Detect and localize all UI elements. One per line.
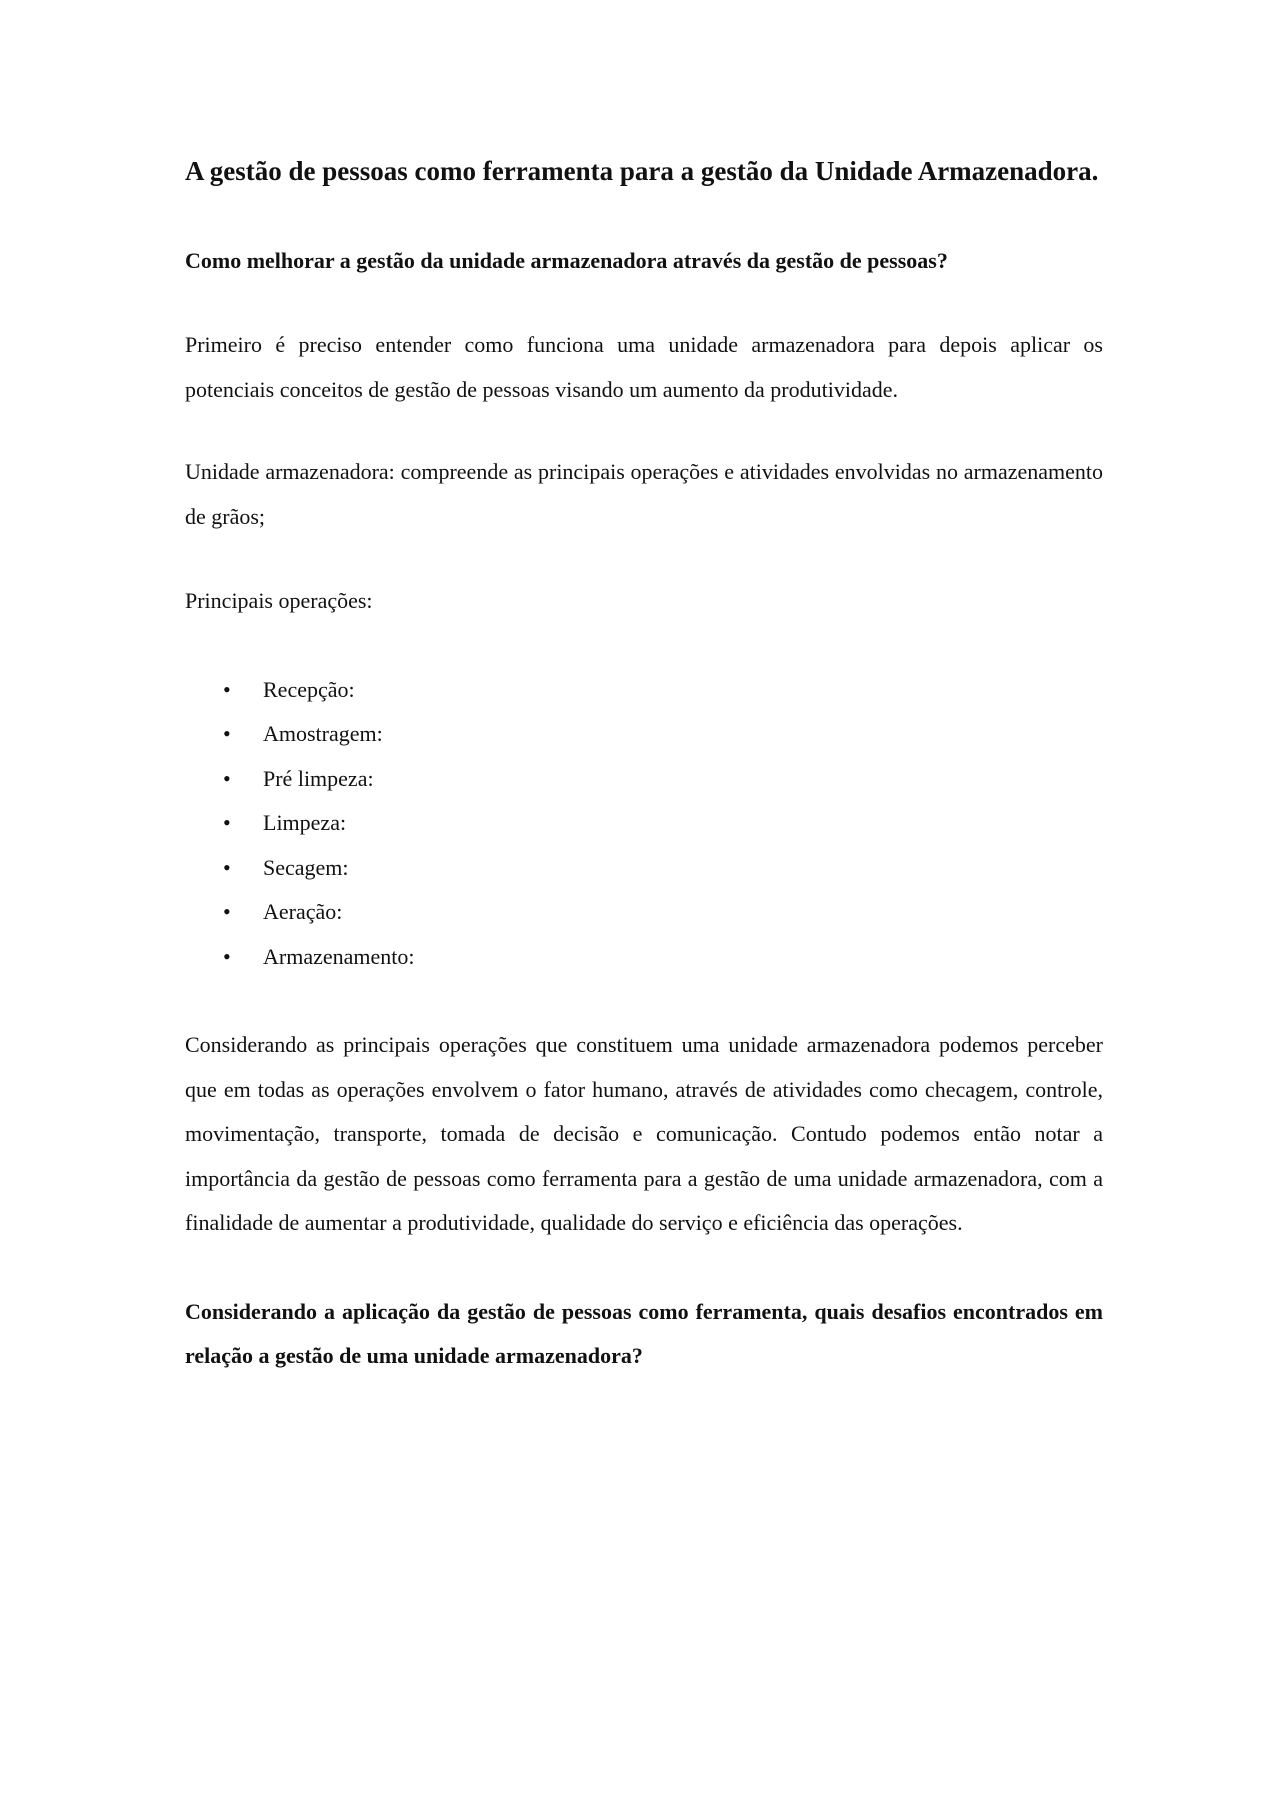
definition-paragraph: Unidade armazenadora: compreende as principais operações e atividades envolvidas no armazenamento de grãos; <box>185 459 1103 529</box>
document-page <box>185 145 1103 1379</box>
bullet-icon: • <box>223 721 231 746</box>
operation-label: Aeração: <box>263 899 343 924</box>
list-item <box>185 801 1103 846</box>
list-item <box>185 757 1103 802</box>
final-question: Considerando a aplicação da gestão de pessoas como ferramenta, quais desafios encontrados em relação a gestão de uma unidade armazenadora? <box>185 1298 1103 1368</box>
operation-label: Secagem: <box>263 854 349 880</box>
operation-label: Recepção: <box>263 676 355 702</box>
operation-label: Amostragem: <box>263 721 383 746</box>
operations-list <box>185 668 1103 980</box>
operations-heading: Principais operações: <box>185 588 373 613</box>
bullet-icon: • <box>223 943 231 969</box>
document-subtitle: Como melhorar a gestão da unidade armazenadora através da gestão de pessoas? <box>185 248 948 273</box>
bullet-icon: • <box>223 676 231 702</box>
operation-label: Pré limpeza: <box>263 765 374 791</box>
bullet-icon: • <box>223 854 231 880</box>
operation-label: Limpeza: <box>263 810 347 835</box>
operation-label: Armazenamento: <box>263 943 415 969</box>
document-title: A gestão de pessoas como ferramenta para a gestão da Unidade Armazenadora. <box>185 156 1099 186</box>
bullet-icon: • <box>223 765 231 791</box>
bullet-icon: • <box>223 810 231 835</box>
list-item <box>185 712 1103 757</box>
list-item <box>185 935 1103 980</box>
conclusion-paragraph: Considerando as principais operações que constituem uma unidade armazenadora podemos perceber que em todas as operações envolvem o fator humano, através de atividades como checagem, controle, movimentação, transporte, tomada de decisão e comunicação. Contudo podemos então notar a importância da gestão de pessoas como ferramenta para a gestão de uma unidade armazenadora, com a finalidade de aumentar a produtividade, qualidade do serviço e eficiência das operações. <box>185 1032 1103 1235</box>
list-item <box>185 890 1103 935</box>
list-item <box>185 668 1103 713</box>
list-item <box>185 846 1103 891</box>
intro-paragraph: Primeiro é preciso entender como funciona uma unidade armazenadora para depois aplicar os potenciais conceitos de gestão de pessoas visando um aumento da produtividade. <box>185 332 1103 402</box>
bullet-icon: • <box>223 899 231 924</box>
